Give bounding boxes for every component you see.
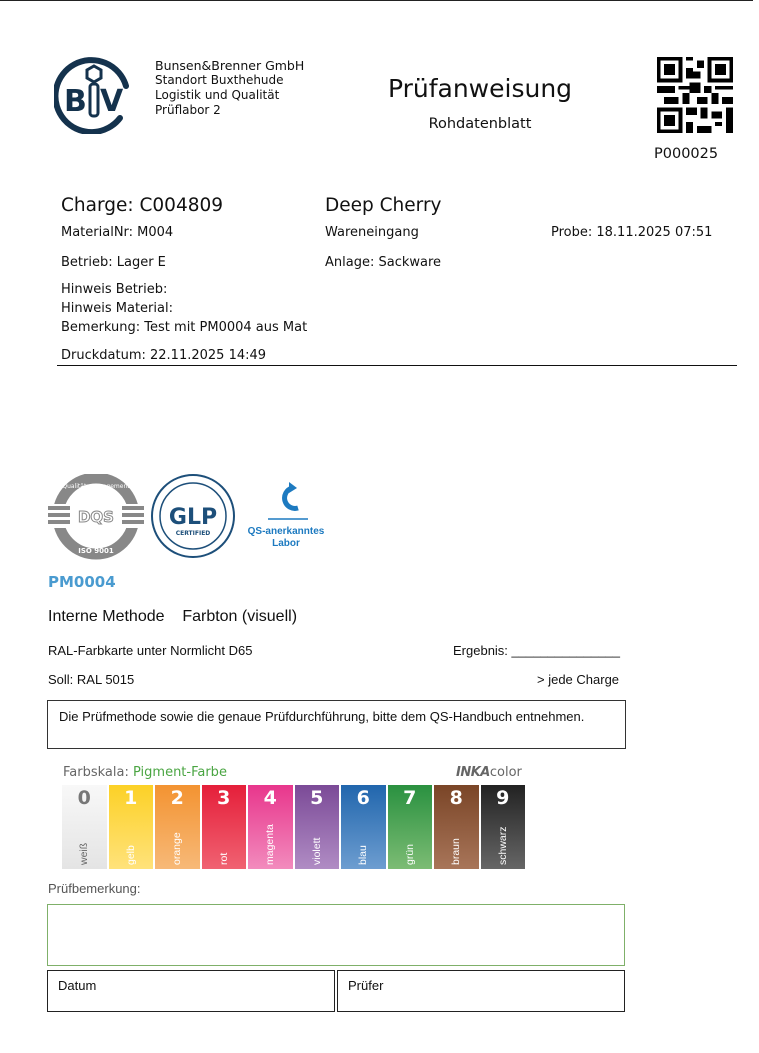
color-scale-type: Pigment-Farbe — [132, 765, 227, 780]
swatch-9: 9 schwarz — [481, 785, 526, 869]
signature-row — [47, 970, 625, 1012]
source: Wareneingang — [325, 225, 419, 240]
method-description: RAL-Farbkarte unter Normlicht D65 — [48, 643, 253, 658]
anlage: Anlage: Sackware — [325, 255, 442, 270]
dqs-iso-badge — [46, 478, 146, 555]
product-name: Deep Cherry — [325, 195, 442, 216]
company-logo — [54, 56, 134, 134]
divider — [57, 365, 737, 366]
date-field[interactable] — [47, 970, 335, 1012]
result-field[interactable]: Ergebnis: _______________ — [453, 643, 620, 658]
svg-text:QS-anerkanntes: QS-anerkanntes — [247, 526, 325, 537]
svg-text:ISO 9001: ISO 9001 — [78, 547, 114, 555]
page-top-border — [0, 0, 753, 1]
svg-text:Labor: Labor — [272, 538, 300, 549]
inkacolor-logo: INKAcolor — [456, 765, 522, 780]
tester-field[interactable] — [337, 970, 625, 1012]
remark-label: Prüfbemerkung: — [48, 881, 141, 896]
charge-number: Charge: C004809 — [61, 195, 224, 216]
print-date: Druckdatum: 22.11.2025 14:49 — [61, 348, 267, 363]
svg-text:DQS: DQS — [77, 508, 115, 526]
bemerkung: Bemerkung: Test mit PM0004 aus Mat — [61, 320, 308, 335]
target-value: Soll: RAL 5015 — [48, 672, 135, 687]
company-line: Prüflabor 2 — [155, 103, 221, 117]
tester-label: Prüfer — [348, 978, 384, 993]
swatch-5: 5 violett — [295, 785, 340, 869]
swatch-4: 4 magenta — [248, 785, 293, 869]
company-name: Bunsen&Brenner GmbH — [155, 58, 305, 73]
qr-code — [657, 57, 733, 133]
company-line: Standort Buxthehude — [155, 73, 284, 87]
swatch-6: 6 blau — [341, 785, 386, 869]
betrieb: Betrieb: Lager E — [61, 255, 166, 270]
color-scale-label: Farbskala: Pigment-Farbe — [63, 765, 227, 780]
swatch-0: 0 weiß — [62, 785, 107, 869]
swatch-8: 8 braun — [434, 785, 479, 869]
svg-text:GLP: GLP — [168, 505, 218, 530]
material-number: MaterialNr: M004 — [61, 225, 174, 240]
method-heading — [48, 608, 297, 626]
swatch-2: 2 orange — [155, 785, 200, 869]
remark-field[interactable] — [47, 904, 625, 966]
hinweis-material: Hinweis Material: — [61, 301, 173, 316]
document-title: Prüfanweisung — [387, 74, 573, 103]
svg-text:B: B — [64, 84, 87, 119]
company-line: Logistik und Qualität — [155, 88, 280, 102]
method-type: Interne Methode — [48, 608, 165, 625]
svg-text:Qualitätsmanagement: Qualitätsmanagement — [62, 483, 130, 490]
method-code: PM0004 — [48, 573, 116, 591]
color-swatches — [62, 785, 525, 869]
swatch-1: 1 gelb — [109, 785, 154, 869]
date-label: Datum — [58, 978, 97, 993]
probe-date: Probe: 18.11.2025 07:51 — [551, 225, 713, 240]
hinweis-betrieb: Hinweis Betrieb: — [61, 282, 168, 297]
qs-badge — [248, 482, 325, 549]
swatch-7: 7 grün — [388, 785, 433, 869]
method-note: Die Prüfmethode sowie die genaue Prüfdurchführung, bitte dem QS-Handbuch entnehmen. — [47, 700, 626, 749]
document-subtitle: Rohdatenblatt — [428, 116, 532, 132]
certification-badges — [46, 474, 336, 564]
glp-badge — [152, 475, 234, 557]
method-name: Farbton (visuell) — [182, 608, 298, 625]
svg-text:V: V — [100, 84, 124, 119]
test-frequency: > jede Charge — [537, 672, 620, 687]
company-block — [155, 58, 304, 118]
svg-text:CERTIFIED: CERTIFIED — [175, 530, 211, 537]
qr-code-label: P000025 — [654, 146, 719, 162]
swatch-3: 3 rot — [202, 785, 247, 869]
